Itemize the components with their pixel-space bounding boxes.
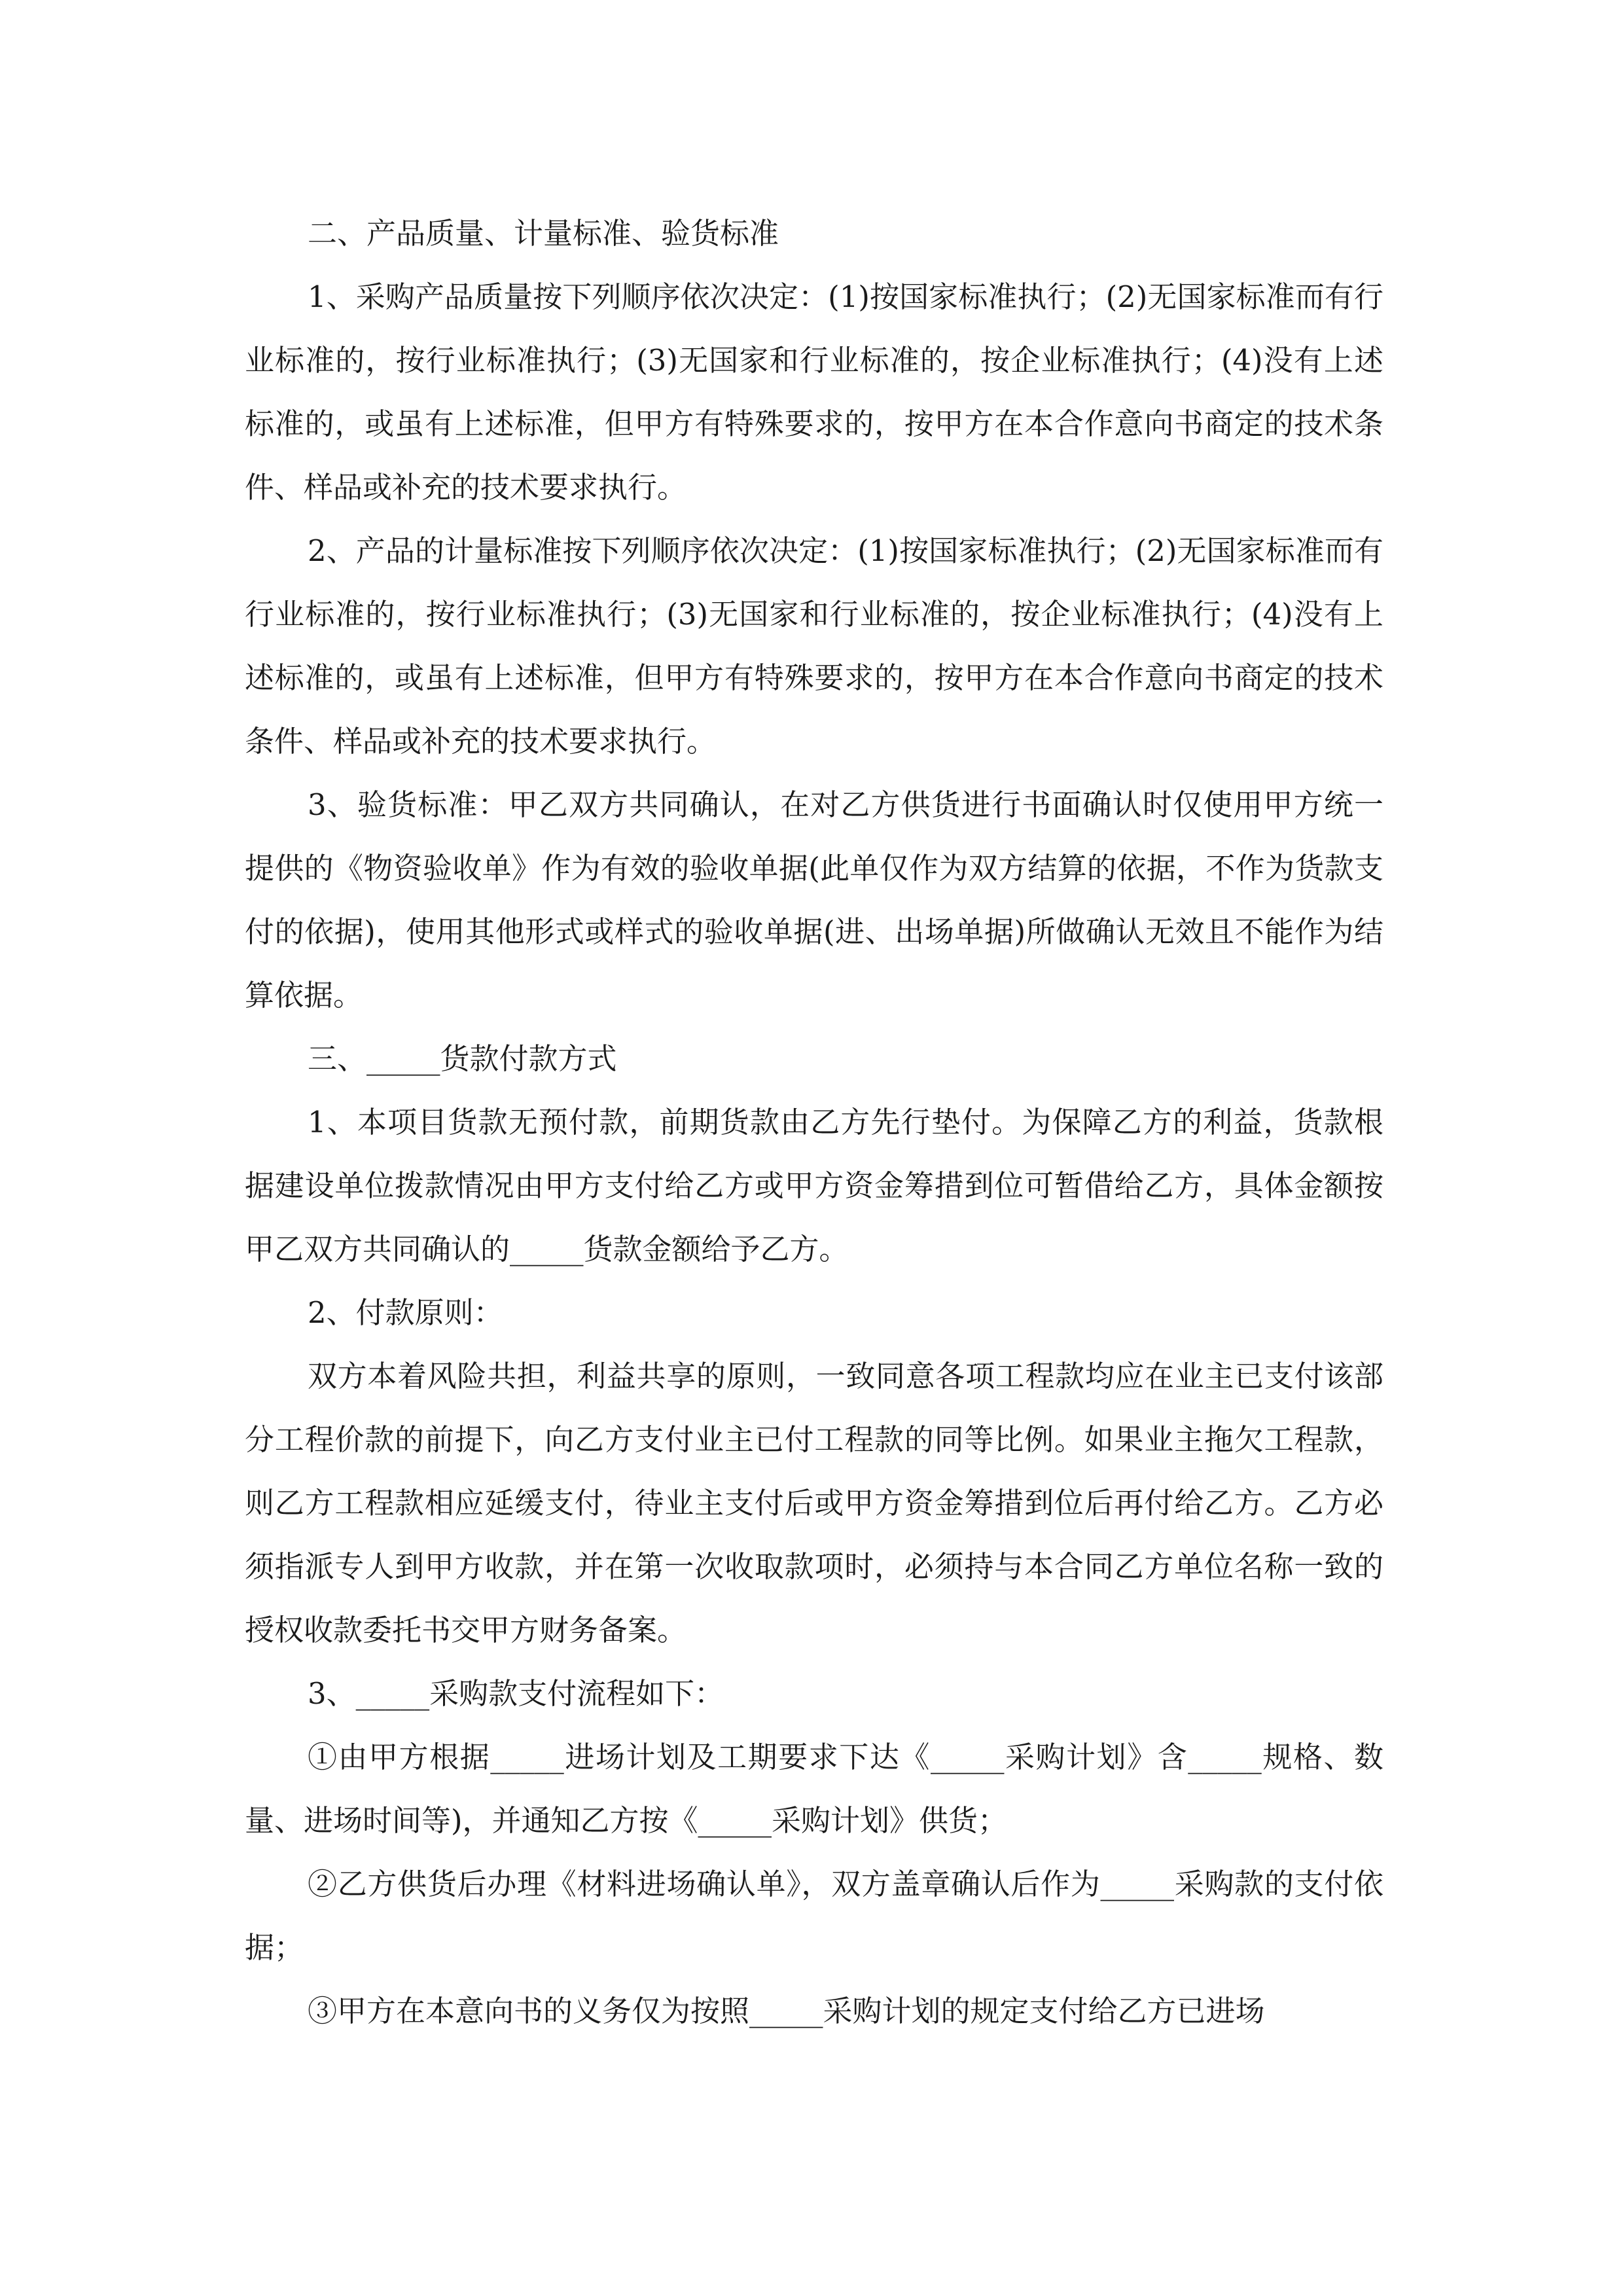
paragraph-step-1: ①由甲方根据_____进场计划及工期要求下达《_____采购计划》含_____规格、数量、进场时间等)，并通知乙方按《_____采购计划》供货； <box>245 1740 1383 1838</box>
document-body <box>245 202 1383 2043</box>
paragraph-payment-principle: 双方本着风险共担，利益共享的原则，一致同意各项工程款均应在业主已支付该部分工程价款的前提下，向乙方支付业主已付工程款的同等比例。如果业主拖欠工程款，则乙方工程款相应延缓支付，待业主支付后或甲方资金筹措到位后再付给乙方。乙方必须指派专人到甲方收款，并在第一次收取款项时，必须持与本合同乙方单位名称一致的授权收款委托书交甲方财务备案。 <box>245 1359 1383 1647</box>
section-heading-quality-standards: 二、产品质量、计量标准、验货标准 <box>308 216 779 251</box>
paragraph-step-2: ②乙方供货后办理《材料进场确认单》，双方盖章确认后作为_____采购款的支付依据； <box>245 1867 1383 1965</box>
paragraph-payment-process-heading: 3、_____采购款支付流程如下： <box>308 1676 724 1711</box>
paragraph-payment-principle-heading: 2、付款原则： <box>308 1295 503 1330</box>
paragraph-inspection-standard: 3、验货标准：甲乙双方共同确认，在对乙方供货进行书面确认时仅使用甲方统一提供的《物资验收单》作为有效的验收单据(此单仅作为双方结算的依据，不作为货款支付的依据)，使用其他形式或样式的验收单据(进、出场单据)所做确认无效且不能作为结算依据。 <box>245 787 1383 1013</box>
paragraph-step-3: ③甲方在本意向书的义务仅为按照_____采购计划的规定支付给乙方已进场 <box>308 1994 1265 2028</box>
section-heading-payment-method: 三、_____货款付款方式 <box>308 1041 617 1076</box>
paragraph-no-prepayment: 1、本项目货款无预付款，前期货款由乙方先行垫付。为保障乙方的利益，货款根据建设单位拨款情况由甲方支付给乙方或甲方资金筹措到位可暂借给乙方，具体金额按甲乙双方共同确认的_____货款金额给予乙方。 <box>245 1105 1383 1266</box>
paragraph-measurement-order: 2、产品的计量标准按下列顺序依次决定：(1)按国家标准执行；(2)无国家标准而有行业标准的，按行业标准执行；(3)无国家和行业标准的，按企业标准执行；(4)没有上述标准的，或虽有上述标准，但甲方有特殊要求的，按甲方在本合作意向书商定的技术条件、样品或补充的技术要求执行。 <box>245 533 1383 759</box>
paragraph-quality-order: 1、采购产品质量按下列顺序依次决定：(1)按国家标准执行；(2)无国家标准而有行业标准的，按行业标准执行；(3)无国家和行业标准的，按企业标准执行；(4)没有上述标准的，或虽有上述标准，但甲方有特殊要求的，按甲方在本合作意向书商定的技术条件、样品或补充的技术要求执行。 <box>245 279 1383 505</box>
